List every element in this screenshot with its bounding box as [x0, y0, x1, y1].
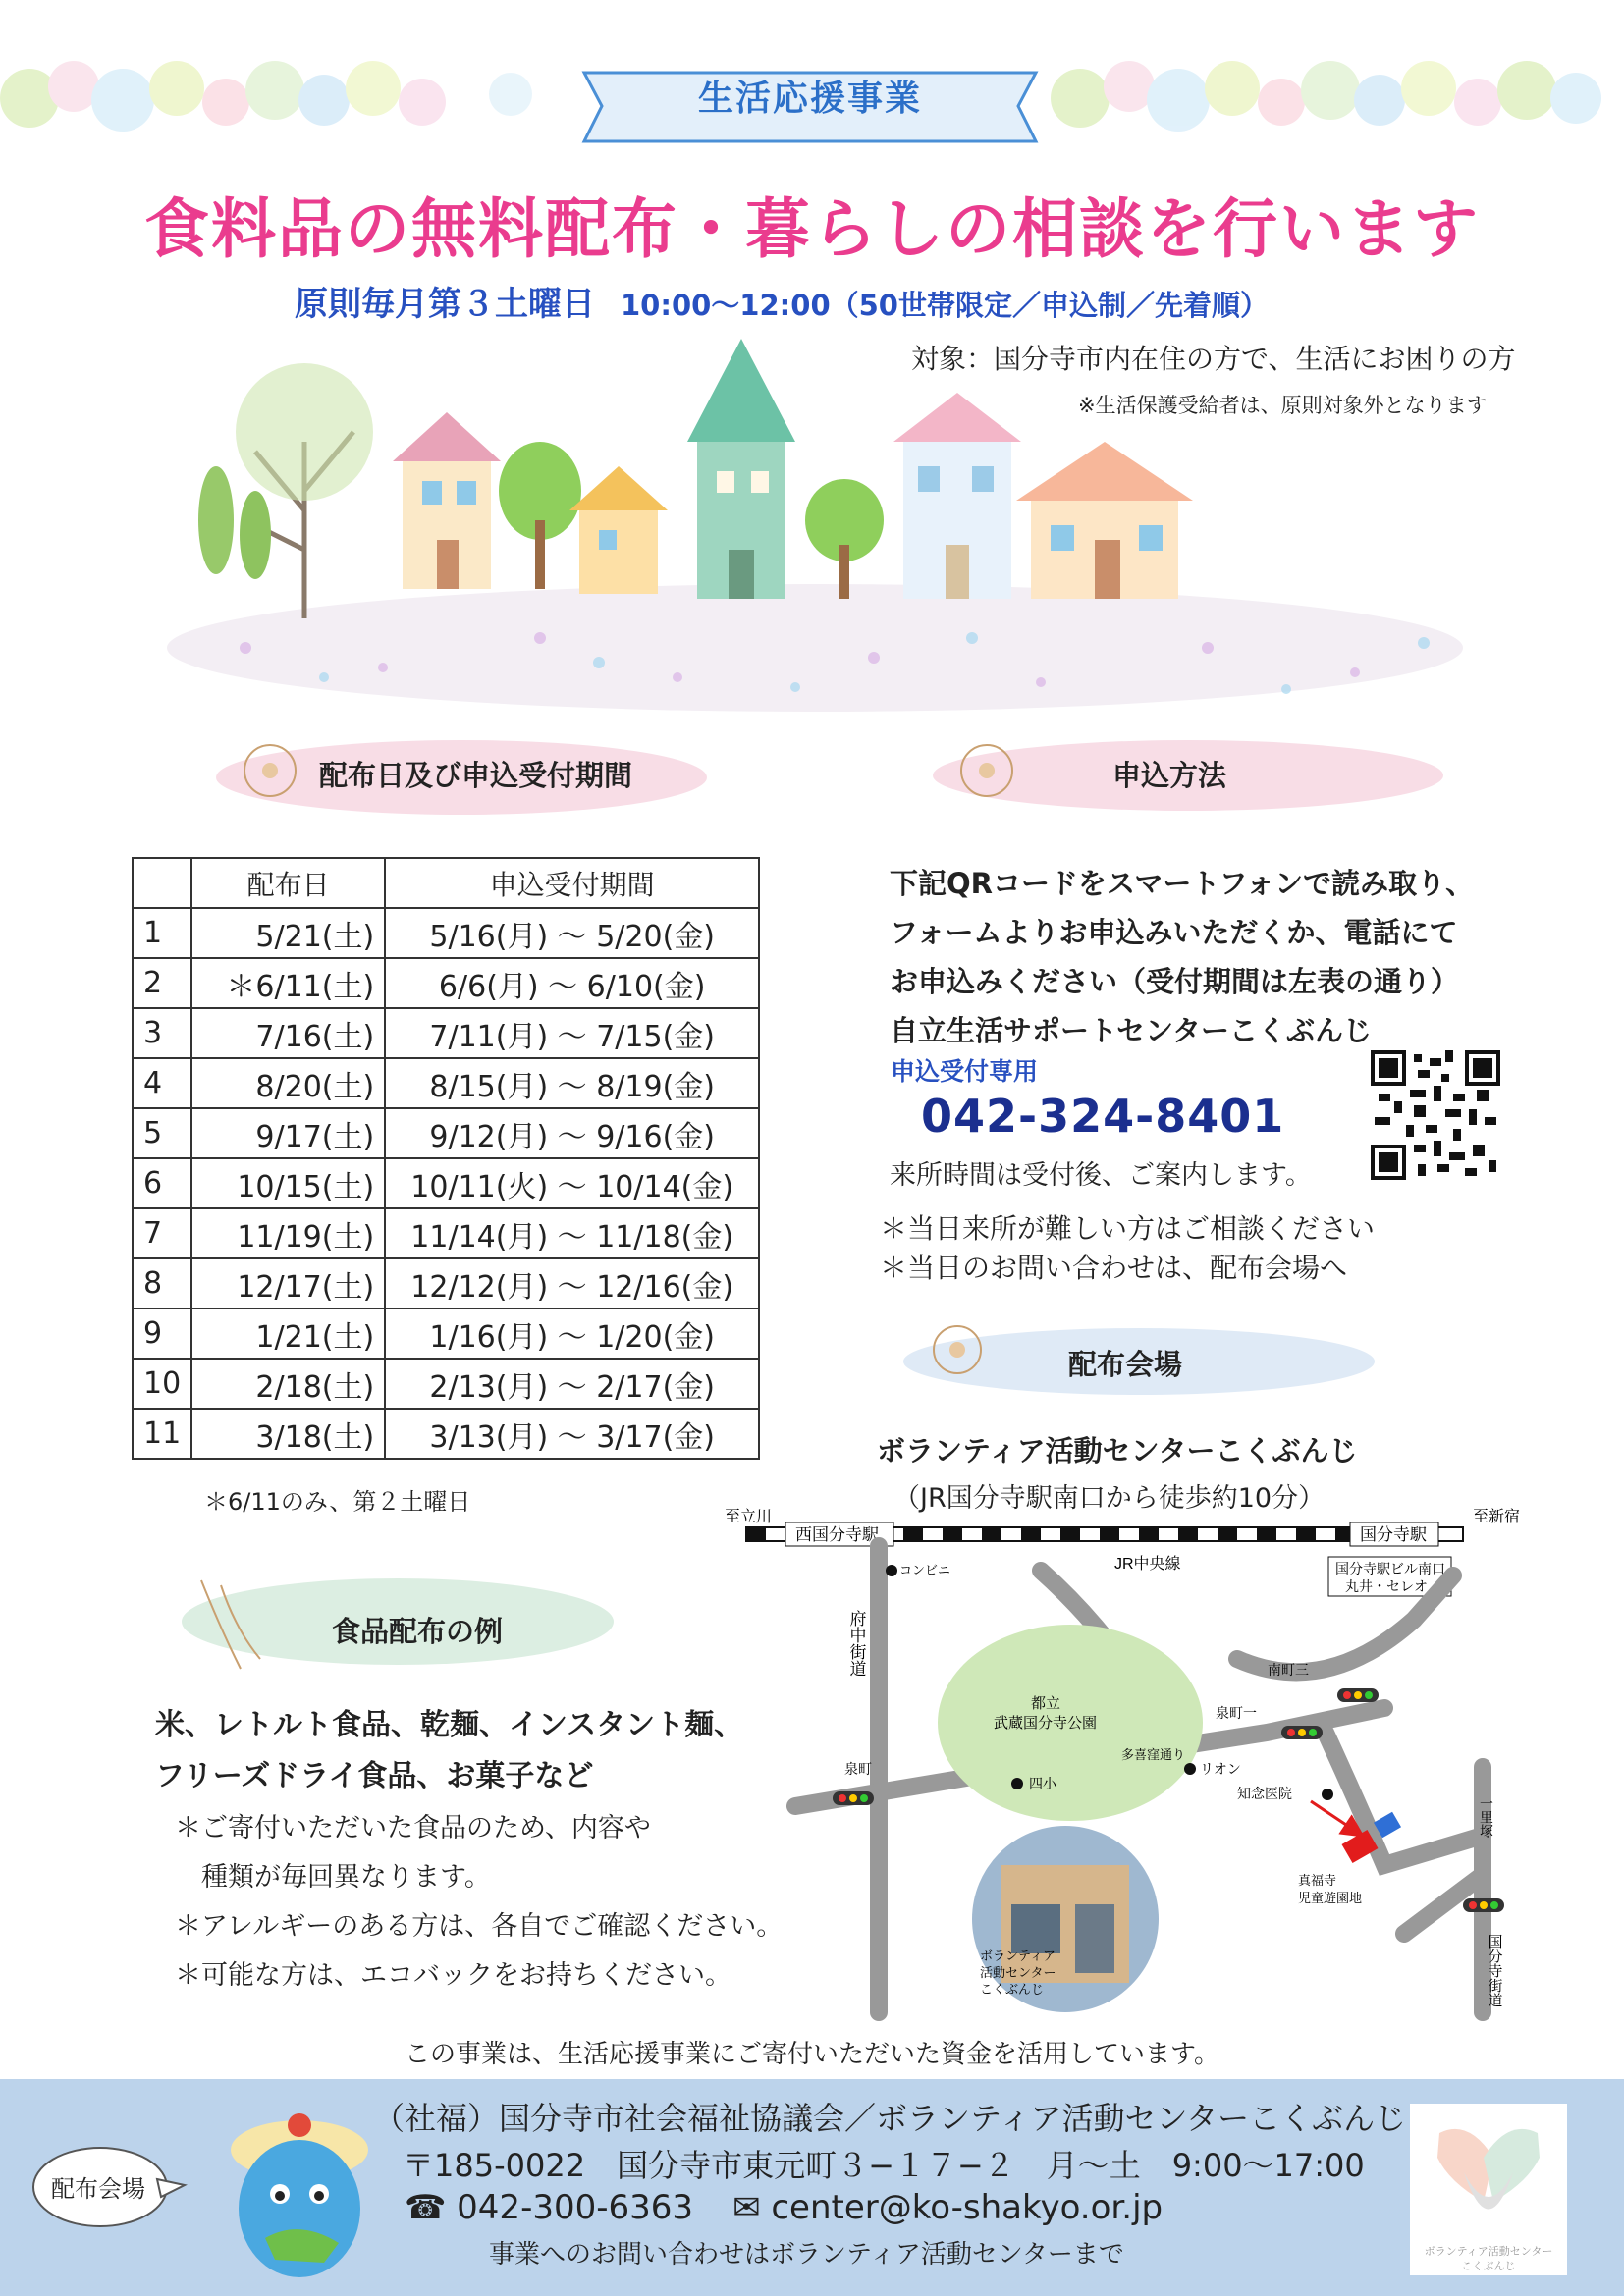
venue-section-title: 配布会場 — [1068, 1348, 1183, 1381]
schedule-line — [295, 277, 1269, 325]
visit-note: 来所時間は受付後、ご案内します。 — [890, 1160, 1312, 1191]
row-number: 4 — [133, 1058, 191, 1108]
banner-label: 生活応援事業 — [697, 79, 922, 119]
food-note: ＊ご寄付いただいた食品のため、内容や — [175, 1813, 651, 1843]
page-title: 食料品の無料配布・暮らしの相談を行います — [144, 191, 1480, 267]
application-period: 8/15(月) ～ 8/19(金) — [385, 1058, 759, 1108]
map-shinpukuji: 真福寺 — [1298, 1873, 1337, 1888]
distribution-date: 9/17(土) — [191, 1108, 385, 1158]
table-row — [133, 1208, 759, 1258]
application-period: 6/6(月) ～ 6/10(金) — [385, 958, 759, 1008]
row-number: 11 — [133, 1409, 191, 1459]
table-footnote: ＊6/11のみ、第２土曜日 — [204, 1488, 471, 1516]
target-audience: 対象：国分寺市内在住の方で、生活にお困りの方 — [911, 343, 1516, 375]
table-row — [133, 1359, 759, 1409]
row-number: 7 — [133, 1208, 191, 1258]
mail-icon: ✉ — [732, 2188, 761, 2227]
food-examples — [155, 1700, 743, 1802]
map-photo-label-1: ボランティア — [980, 1949, 1056, 1963]
apply-notes — [880, 1209, 1375, 1288]
map-playground: 児童遊園地 — [1298, 1891, 1363, 1905]
application-period: 9/12(月) ～ 9/16(金) — [385, 1108, 759, 1158]
row-number: 2 — [133, 958, 191, 1008]
distribution-date: 11/19(土) — [191, 1208, 385, 1258]
distribution-date: 5/21(土) — [191, 908, 385, 958]
map-chinen-clinic: 知念医院 — [1237, 1786, 1292, 1801]
map-photo-label-3: こくぶんじ — [980, 1982, 1045, 1997]
map-lion: リオン — [1200, 1761, 1241, 1777]
map-yonsho: 四小 — [1029, 1776, 1056, 1791]
table-row — [133, 1308, 759, 1359]
distribution-date: 1/21(土) — [191, 1308, 385, 1359]
table-row — [133, 908, 759, 958]
venue-map — [717, 1502, 1521, 2012]
map-kokubunji-station: 国分寺駅 — [1360, 1525, 1427, 1544]
application-phone[interactable]: 042-324-8401 — [921, 1090, 1285, 1143]
map-to-shinjuku: 至新宿 — [1473, 1509, 1521, 1525]
map-izumi: 泉町 — [844, 1761, 872, 1777]
footer-email[interactable]: center@ko-shakyo.or.jp — [771, 2188, 1164, 2227]
distribution-date: 7/16(土) — [191, 1008, 385, 1058]
row-number: 9 — [133, 1308, 191, 1359]
distribution-date: 10/15(土) — [191, 1158, 385, 1208]
distribution-date: 2/18(土) — [191, 1359, 385, 1409]
bubble-label: 配布会場 — [51, 2175, 145, 2203]
application-period: 7/11(月) ～ 7/15(金) — [385, 1008, 759, 1058]
map-park-label: 都立 — [1031, 1695, 1061, 1712]
table-header-row — [133, 858, 759, 908]
target-note: ※生活保護受給者は、原則対象外となります — [1078, 394, 1488, 417]
map-minami3: 南町三 — [1268, 1662, 1309, 1678]
distribution-date: 12/17(土) — [191, 1258, 385, 1308]
map-takubo-road: 多喜窪通り — [1121, 1747, 1186, 1762]
distribution-date: 3/18(土) — [191, 1409, 385, 1459]
table-row — [133, 1008, 759, 1058]
apply-line: 下記QRコードをスマートフォンで読み取り、 — [890, 867, 1475, 900]
application-period: 5/16(月) ～ 5/20(金) — [385, 908, 759, 958]
col-header-date: 配布日 — [191, 858, 385, 908]
application-period: 11/14(月) ～ 11/18(金) — [385, 1208, 759, 1258]
phone-label: 申込受付専用 — [891, 1057, 1039, 1086]
distribution-date: 8/20(土) — [191, 1058, 385, 1108]
distribution-date: ＊6/11(土) — [191, 958, 385, 1008]
food-line: フリーズドライ食品、お菓子など — [155, 1759, 594, 1793]
map-marui: 丸井・セレオ — [1345, 1578, 1428, 1594]
row-number: 8 — [133, 1258, 191, 1308]
venue-access: （JR国分寺駅南口から徒歩約10分） — [893, 1483, 1326, 1514]
map-south-exit: 国分寺駅ビル南口 — [1335, 1561, 1445, 1576]
food-note: 種類が毎回異なります。 — [175, 1862, 491, 1893]
schedule-day: 原則毎月第３土曜日 — [295, 285, 595, 324]
schedule-table — [132, 857, 760, 1460]
row-number: 10 — [133, 1359, 191, 1409]
map-kokubunji-road: 国分寺街道 — [1486, 1934, 1503, 2007]
funding-note: この事業は、生活応援事業にご寄付いただいた資金を活用しています。 — [405, 2040, 1219, 2069]
footer-phone[interactable]: 042-300-6363 — [457, 2188, 694, 2227]
map-photo-label-2: 活動センター — [980, 1965, 1056, 1980]
venue-name: ボランティア活動センターこくぶんじ — [877, 1434, 1358, 1468]
apply-section-title: 申込方法 — [1112, 759, 1227, 792]
map-jr-line: JR中央線 — [1114, 1556, 1181, 1573]
apply-line: フォームよりお申込みいただくか、電話にて — [890, 916, 1458, 949]
table-row — [133, 1158, 759, 1208]
apply-instructions — [890, 859, 1474, 1055]
table-row — [133, 1108, 759, 1158]
application-period: 2/13(月) ～ 2/17(金) — [385, 1359, 759, 1409]
row-number: 3 — [133, 1008, 191, 1058]
footer-address: 〒185-0022 国分寺市東元町３−１７−２ 月～土 9:00～17:00 — [403, 2147, 1365, 2184]
logo-text: ボランティア活動センター こくぶんじ — [1424, 2245, 1553, 2272]
table-row — [133, 1258, 759, 1308]
application-period: 10/11(火) ～ 10/14(金) — [385, 1158, 759, 1208]
town-illustration — [128, 324, 1502, 717]
table-row — [133, 958, 759, 1008]
map-conbini: コンビニ — [899, 1563, 951, 1577]
table-row — [133, 1409, 759, 1459]
apply-note: ＊当日のお問い合わせは、配布会場へ — [880, 1252, 1348, 1284]
apply-line: お申込みください（受付期間は左表の通り） — [890, 965, 1460, 998]
apply-note: ＊当日来所が難しい方はご相談ください — [880, 1212, 1376, 1245]
map-ichirizuka: 一里塚 — [1479, 1796, 1494, 1838]
map-nishi-kokubunji-station: 西国分寺駅 — [795, 1525, 879, 1544]
food-section-title: 食品配布の例 — [332, 1615, 504, 1648]
application-period: 1/16(月) ～ 1/20(金) — [385, 1308, 759, 1359]
footer-inquiry: 事業へのお問い合わせはボランティア活動センターまで — [489, 2240, 1124, 2269]
phone-icon: ☎ — [405, 2188, 447, 2227]
application-period: 3/13(月) ～ 3/17(金) — [385, 1409, 759, 1459]
schedule-section-title: 配布日及び申込受付期間 — [319, 759, 633, 792]
footer-org: （社福）国分寺市社会福祉協議会／ボランティア活動センターこくぶんじ — [373, 2100, 1407, 2137]
food-line: 米、レトルト食品、乾麺、インスタント麺、 — [155, 1708, 744, 1742]
apply-line: 自立生活サポートセンターこくぶんじ — [890, 1014, 1372, 1047]
footer-contact — [405, 2188, 1163, 2227]
qr-code[interactable] — [1371, 1050, 1500, 1180]
map-fuchu-road: 府中街道 — [846, 1610, 866, 1677]
map-park-name: 武蔵国分寺公園 — [994, 1715, 1098, 1732]
food-notes — [175, 1804, 783, 2001]
row-number: 1 — [133, 908, 191, 958]
application-period: 12/12(月) ～ 12/16(金) — [385, 1258, 759, 1308]
map-to-tachikawa: 至立川 — [725, 1509, 773, 1525]
food-note: ＊可能な方は、エコバックをお持ちください。 — [175, 1960, 731, 1991]
schedule-time: 10:00～12:00（50世帯限定／申込制／先着順） — [621, 289, 1269, 322]
map-izumi1: 泉町一 — [1216, 1705, 1257, 1721]
row-number: 5 — [133, 1108, 191, 1158]
table-row — [133, 1058, 759, 1108]
food-note: ＊アレルギーのある方は、各自でご確認ください。 — [175, 1911, 784, 1942]
mascot-character — [206, 2091, 393, 2287]
col-header-period: 申込受付期間 — [385, 858, 759, 908]
row-number: 6 — [133, 1158, 191, 1208]
